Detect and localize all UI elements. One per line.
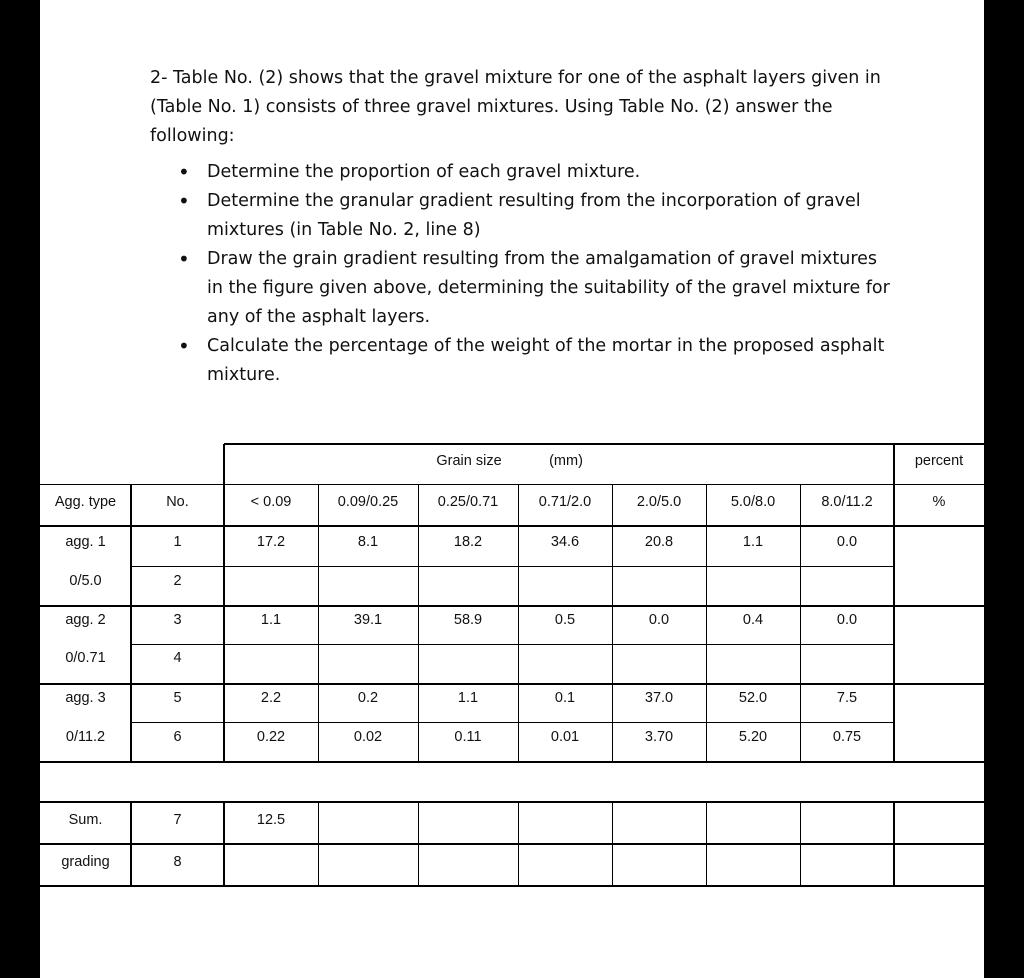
value-cell: 3.70	[644, 729, 674, 745]
question-intro: 2- Table No. (2) shows that the gravel mixture for one of the asphalt layers given in (Table No. 1) consists of three gravel mixtures. Using Table No. (2) answer the following:	[150, 68, 881, 146]
value-cell: 7.5	[836, 690, 858, 706]
size-column-header: 2.0/5.0	[636, 494, 682, 510]
value-cell: 0.4	[742, 612, 764, 628]
bullet-proportion: • Determine the proportion of each gravel mixture.	[207, 158, 890, 187]
value-cell: 1.1	[457, 690, 479, 706]
value-cell: 12.5	[256, 812, 286, 828]
column-divider	[612, 802, 613, 886]
question-bullet-list	[150, 158, 890, 390]
column-divider	[518, 802, 519, 886]
group-divider	[40, 843, 984, 845]
size-column-header: 0.71/2.0	[538, 494, 592, 510]
agg-type-cell: 0/11.2	[65, 729, 106, 745]
row-number-cell: 6	[173, 729, 182, 745]
bullet-mortar: • Calculate the percentage of the weight of the mortar in the proposed asphalt mixture.	[207, 332, 890, 390]
value-cell: 0.5	[554, 612, 576, 628]
value-cell: 34.6	[550, 534, 580, 550]
group-divider	[40, 761, 984, 763]
row-number-cell: 2	[173, 573, 182, 589]
value-cell: 2.2	[260, 690, 282, 706]
row-divider	[131, 566, 894, 567]
group-divider	[40, 683, 984, 685]
value-cell: 39.1	[353, 612, 383, 628]
row-number-cell: 8	[173, 854, 182, 870]
row-divider	[131, 644, 894, 645]
row-number-cell: 7	[173, 812, 182, 828]
column-divider	[800, 802, 801, 886]
value-cell: 0.02	[353, 729, 383, 745]
size-column-header: 8.0/11.2	[821, 494, 873, 510]
unit-mm-label: (mm)	[549, 453, 583, 469]
column-divider	[893, 444, 895, 762]
bullet-draw: • Draw the grain gradient resulting from the amalgamation of gravel mixtures in the figure given above, determining the suitability of the gravel mixture for any of the asphalt layers.	[207, 245, 890, 332]
value-cell: 1.1	[260, 612, 282, 628]
value-cell: 0.01	[550, 729, 580, 745]
value-cell: 0.11	[454, 729, 482, 745]
value-cell: 18.2	[453, 534, 483, 550]
size-column-header: < 0.09	[250, 494, 292, 510]
table-bottom-border	[40, 885, 984, 887]
agg-type-cell: grading	[61, 854, 110, 870]
column-divider	[706, 802, 707, 886]
agg-type-cell: agg. 3	[65, 690, 106, 706]
value-cell: 17.2	[256, 534, 286, 550]
agg-type-cell: Sum.	[68, 812, 103, 828]
column-divider	[418, 802, 419, 886]
size-column-header: 0.09/0.25	[337, 494, 399, 510]
question-block	[150, 64, 890, 390]
row-number-cell: 4	[173, 650, 182, 666]
column-divider	[893, 802, 895, 886]
value-cell: 0.22	[256, 729, 286, 745]
table-top-border	[224, 443, 984, 445]
header-bottom-border	[40, 525, 984, 527]
bullet-gradient: • Determine the granular gradient resulting from the incorporation of gravel mixtures (in Table No. 2, line 8)	[207, 187, 890, 245]
group-divider	[40, 605, 984, 607]
percent-header: percent	[914, 453, 964, 469]
row-number-cell: 5	[173, 690, 182, 706]
row-divider	[40, 484, 984, 485]
agg-type-header: Agg. type	[54, 494, 117, 510]
percent-symbol-header: %	[932, 494, 946, 510]
value-cell: 0.1	[554, 690, 576, 706]
row-number-cell: 1	[173, 534, 182, 550]
no-header: No.	[166, 494, 189, 510]
row-number-cell: 3	[173, 612, 182, 628]
row-divider	[131, 722, 894, 723]
value-cell: 1.1	[742, 534, 764, 550]
value-cell: 0.0	[836, 534, 858, 550]
value-cell: 5.20	[738, 729, 768, 745]
group-divider	[40, 801, 984, 803]
agg-type-cell: 0/0.71	[65, 650, 106, 666]
agg-type-cell: 0/5.0	[69, 573, 102, 589]
value-cell: 8.1	[357, 534, 379, 550]
agg-type-cell: agg. 2	[65, 612, 106, 628]
value-cell: 0.0	[648, 612, 670, 628]
column-divider	[223, 444, 225, 762]
grain-size-label: Grain size	[436, 453, 502, 469]
size-column-header: 0.25/0.71	[437, 494, 499, 510]
value-cell: 58.9	[453, 612, 483, 628]
value-cell: 20.8	[644, 534, 674, 550]
value-cell: 0.0	[836, 612, 858, 628]
value-cell: 0.75	[832, 729, 862, 745]
value-cell: 37.0	[644, 690, 674, 706]
agg-type-cell: agg. 1	[65, 534, 106, 550]
value-cell: 52.0	[738, 690, 768, 706]
value-cell: 0.2	[357, 690, 379, 706]
size-column-header: 5.0/8.0	[730, 494, 776, 510]
